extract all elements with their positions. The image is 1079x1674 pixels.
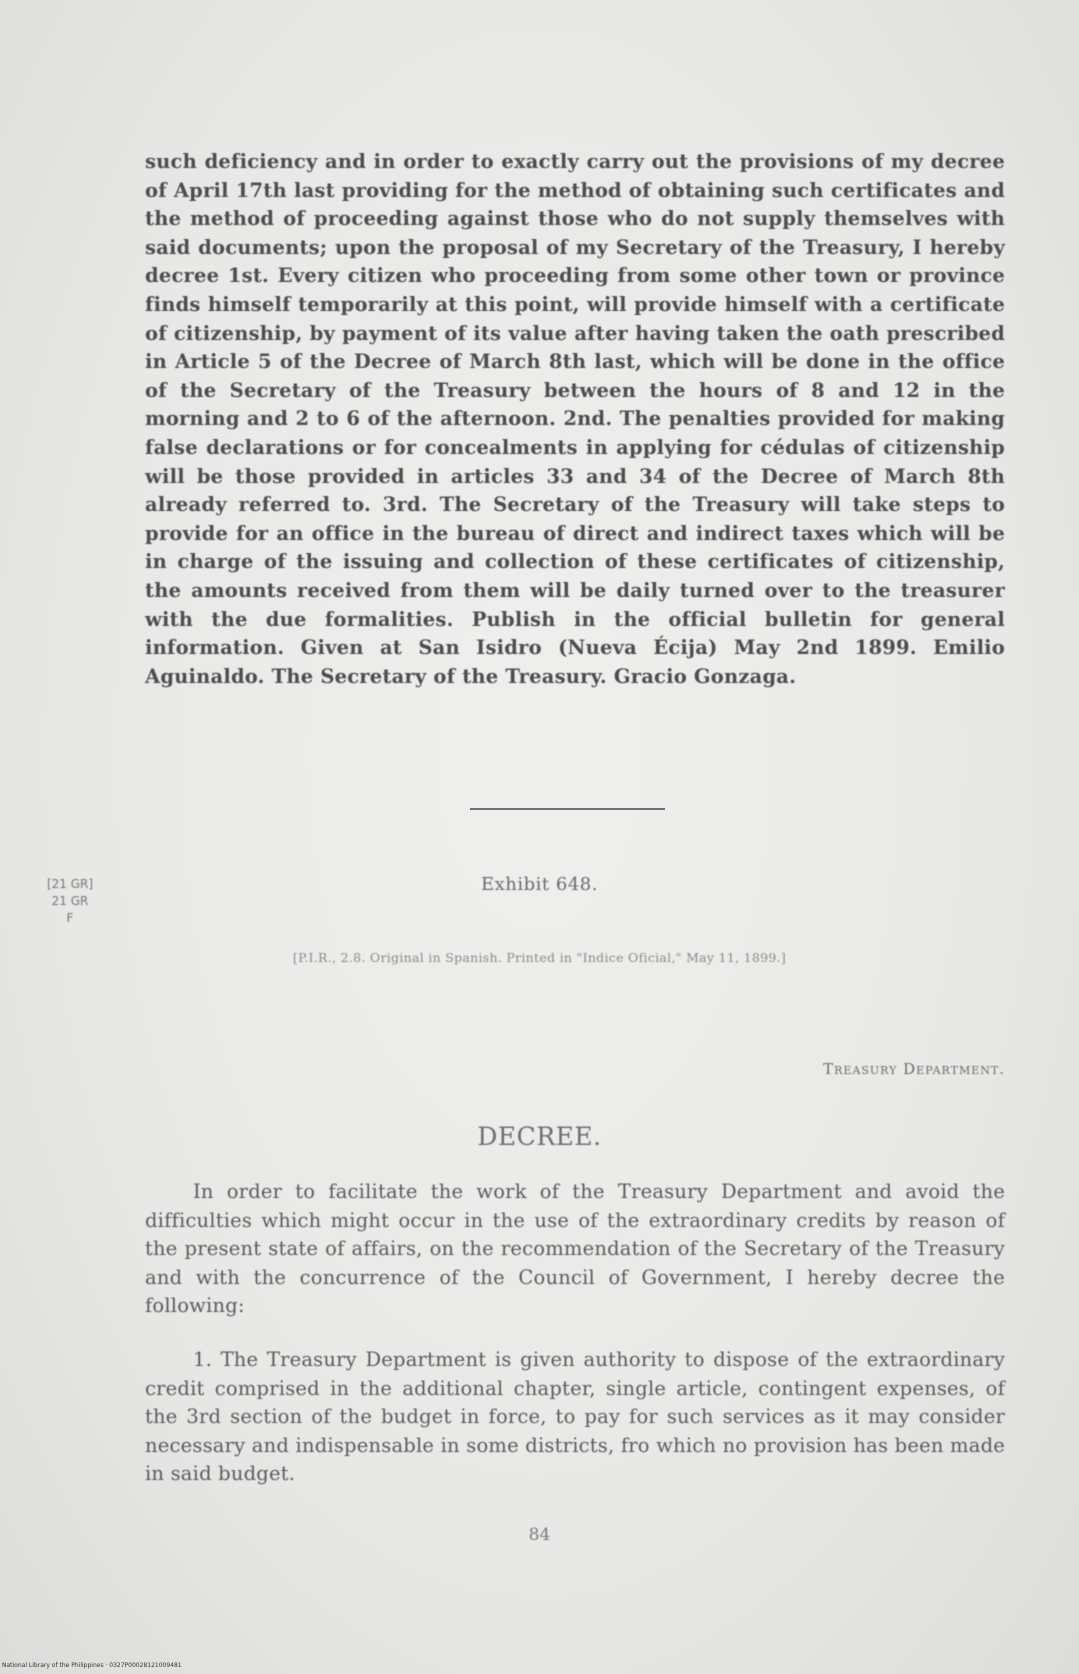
exhibit-title: Exhibit 648. (481, 874, 598, 895)
decree-item-paragraph: 1. The Treasury Department is given authority to dispose of the extraordinary credit comprised in the additional chapter, single article, contingent expenses, of the 3rd section of the budget in force, to pay for such services as it may consider necessary and indispensable in some districts, fro which no provision has been made in said budget. (145, 1348, 1005, 1486)
department-heading: Treasury Department. (823, 1060, 1005, 1078)
source-note: [P.I.R., 2.8. Original in Spanish. Printed in "Indice Oficial," May 11, 1899.] (292, 950, 787, 965)
decree-title: DECREE. (477, 1122, 602, 1151)
decree-intro-paragraph: In order to facilitate the work of the Treasury Department and avoid the difficulties which might occur in the use of the extraordinary credits by reason of the present state of affairs, on the recommendation of the Secretary of the Treasury and with the concurrence of the Council of Government, I hereby decree the following: (145, 1180, 1005, 1318)
continuation-paragraph: such deficiency and in order to exactly carry out the provisions of my decree of April 17th last providing for the method of obtaining such certificates and the method of proceeding against those who do not supply themselves with said documents; upon the proposal of my Secretary of the Treasury, I hereby decree 1st. Every citizen who proceeding from some other town or province finds himself temporarily at this point, will provide himself with a certificate of citizenship, by payment of its value after having taken the oath prescribed in Article 5 of the Decree of March 8th last, which will be done in the office of the Secretary of the Treasury between the hours of 8 and 12 in the morning and 2 to 6 of the afternoon. 2nd. The penalties provided for making false declarations or for concealments in applying for cédulas of citizenship will be those provided in articles 33 and 34 of the Decree of March 8th already referred to. 3rd. The Secretary of the Treasury will take steps to provide for an office in the bureau of direct and indirect taxes which will be in charge of the issuing and collection of these certificates of citizenship, the amounts received from them will be daily turned over to the treasurer with the due formalities. Publish in the official bulletin for general information. Given at San Isidro (Nueva Écija) May 2nd 1899. Emilio Aguinaldo. The Secretary of the Treasury. Gracio Gonzaga. (145, 150, 1005, 688)
section-divider (470, 808, 665, 810)
page-number: 84 (528, 1525, 551, 1545)
margin-note-line: 21 GR (51, 894, 89, 908)
margin-note-line: F (66, 911, 74, 925)
library-footer: National Library of the Philippines · 0327P00028121009481 (2, 1662, 182, 1669)
margin-note-line: [21 GR] (46, 877, 94, 891)
